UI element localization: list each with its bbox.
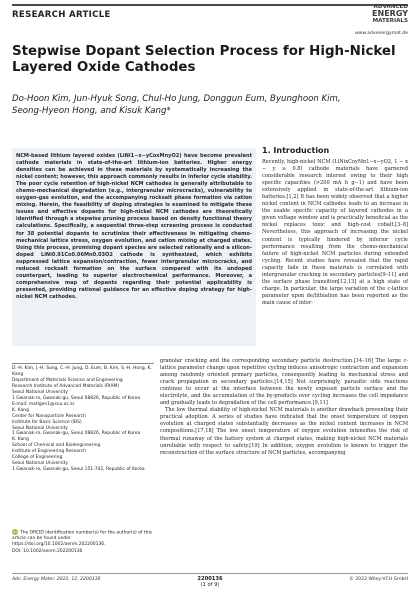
doi-line[interactable]: DOI: 10.1002/aenm.202200136 [12, 549, 83, 554]
section-label: RESEARCH ARTICLE [12, 10, 111, 20]
affiliation-line: School of Chemical and Biolengineering [12, 443, 101, 449]
footer-copyright: © 2022 Wiley-VCH GmbH [349, 577, 408, 582]
introduction-column-text: Recently, high-nickel NCM (LiNixCoyMn1−x−yO2, 1 − x − y ≥ 0.8) cathode materials have garnered considerable research interest owing to their high specific capacities (>200 mA h g−1) and have been extensively applied in state-of-the-art lithium-ion batteries.[1,2] It has been widely observed that a higher nickel content in NCM cathodes leads to an increase in the usable specific capacity of layered cathodes in a given voltage window and is practically beneficial as the nickel replaces toxic and high-cost cobalt.[3–8] Nevertheless, this approach of increasing the nickel content is typically hindered by inferior cycle performance resulting from the chemo-mechanical failure of high-nickel NCM particles during extended cycling. Recent studies have revealed that the rapid capacity fade in these materials is correlated with intergranular cracking in secondary particles[9–11] and the surface phase transition[12,13] at a high state of charge. In particular, the large variation of the c-lattice parameter upon de/lithiation has been reported as the main cause of inter- [262, 159, 408, 306]
journal-logo [336, 4, 408, 25]
affiliation-line: Department of Materials Science and Engineering [12, 377, 123, 383]
affiliation-line: D.-H. Kim, J.-H. Song, C.-H. Jung, D. Eum, B. Kim, S.-H. Hong, K. Kang [12, 366, 152, 377]
footer-page-count: (1 of 9) [200, 582, 220, 588]
footer-citation: Adv. Energy Mater. 2022, 12, 2200136 [12, 577, 101, 582]
orcid-icon: iD [13, 530, 17, 534]
affiliation-line: College of Engineering [12, 455, 63, 461]
affiliation-line: Institute for Basic Science (IBS) [12, 419, 82, 425]
journal-logo-line-3: MATERIALS [372, 18, 408, 25]
abstract-text: NCM-based lithium layered oxides (LiNi1−x−yCoxMnyO2) have become prevalent cathode materials in state-of-the-art lithium-ion batteries. Higher energy densities can be achieved in these materials by systematically increasing the nickel content; however, this approach commonly results in inferior cycle stability. The poor cycle retention of high-nickel NCM cathodes is generally attributable to chemo-mechanical degradation (e.g., intergranular microcracks), vulnerability to oxygen-gas evolution, and the accompanying rocksalt phase formation via cation mixing. Herein, the feasibility of doping strategies is examined to mitigate these issues and effective dopants for high-nickel NCM cathodes are theoretically identified through a stepwise pruning process based on density functional theory calculations. Specifically, a sequential three-step screening process is conducted for 38 potential dopants to scrutinize their effectiveness in mitigating chemo-mechanical lattice stress, oxygen evolution, and cation mixing at charged states. Using this process, promising dopant species are selected rationally and a silicon-doped LiNi0.91Co0.06Mn0.03O2 cathode is synthesized, which exhibits suppressed lattice expansion/contraction, fewer intergranular microcracks, and reduced rocksalt formation on the surface compared with its undoped counterpart, leading to superior electrochemical performance. Moreover, a comprehensive map of dopants regarding their potential applicability is presented, providing rational guidance for an effective doping strategy for high-nickel NCM cathodes. [16, 153, 252, 300]
article-title: Stepwise Dopant Selection Process for High-Nickel Layered Oxide Cathodes [12, 44, 396, 75]
affiliation-email[interactable]: E-mail: matlgen1@snu.ac.kr [12, 401, 75, 407]
affiliation-line: 1 Gwanak-ro, Gwanak-gu, Seoul 08826, Republic of Korea [12, 395, 141, 401]
affiliation-line: Seoul National University [12, 461, 69, 467]
affiliation-line: Seoul National University [12, 425, 69, 431]
author-list: Do-Hoon Kim, Jun-Hyuk Song, Chul-Ho Jung, Donggun Eum, Byunghoon Kim, Seong-Hyeon Hong, and Kisuk Kang* [12, 94, 341, 116]
affiliations-block [12, 366, 154, 473]
affiliation-line: Center for Nanoparticle Research [12, 413, 86, 419]
affiliation-line: K. Kang [12, 437, 29, 443]
affiliation-line: 1 Gwanak-ro, Gwanak-gu, Seoul 151-742, Republic of Korea [12, 467, 145, 473]
affiliation-line: Research Institute of Advanced Materials (RIAM) [12, 383, 120, 389]
footer-rule [12, 573, 408, 574]
affiliation-rule [12, 363, 154, 364]
orcid-note [12, 529, 154, 548]
affiliation-line: Seoul National University [12, 389, 69, 395]
orcid-note-text[interactable]: The ORCID identification number(s) for the author(s) of this article can be found under https://doi.org/10.1002/aenm.202200136. [12, 530, 152, 548]
journal-logo-line-1: ADVANCED [373, 4, 408, 10]
affiliation-line: Institute of Engineering Research [12, 449, 86, 455]
footer-page-number [170, 576, 250, 588]
journal-logo-line-2: ENERGY [372, 9, 408, 19]
footer-article-number: 2200136 [197, 576, 223, 582]
journal-url[interactable]: www.advenergymat.de [354, 31, 408, 36]
introduction-heading: 1. Introduction [262, 146, 330, 155]
introduction-body-text: granular cracking and the corresponding secondary particle destruction.[14–16] The large c-lattice parameter change upon repetitive cycling induces anisotropic contraction and expansion among randomly oriented primary particles, consequently leading to mechanical stress and crack propagation in secondary particles.[14,15] Not surprisingly, parasitic side reactions continue to occur at the interface between the newly exposed particle surface and the electrolyte, and the accumulation of the by-products over cycling increases the cell impedance and gradually leads to degradation of the cell performance.[9,11] The low thermal stability of high-nickel NCM materials is another drawback preventing their practical adoption. A series of studies have indicated that the onset temperature of oxygen evolution at charged states substantially decreases as the nickel content increases in NCM compositions.[17,18] The low onset temperature of oxygen evolution intensifies the risk of thermal runaway of the battery system at charged states, making high-nickel NCM materials unreliable with respect to safety.[19] In addition, oxygen evolution is known to trigger the reconstruction of the surface structure of NCM particles, accompanying [160, 358, 408, 456]
affiliation-line: 1 Gwanak-ro, Gwanak-gu, Seoul 08826, Republic of Korea [12, 431, 141, 437]
affiliation-line: K. Kang [12, 407, 29, 413]
